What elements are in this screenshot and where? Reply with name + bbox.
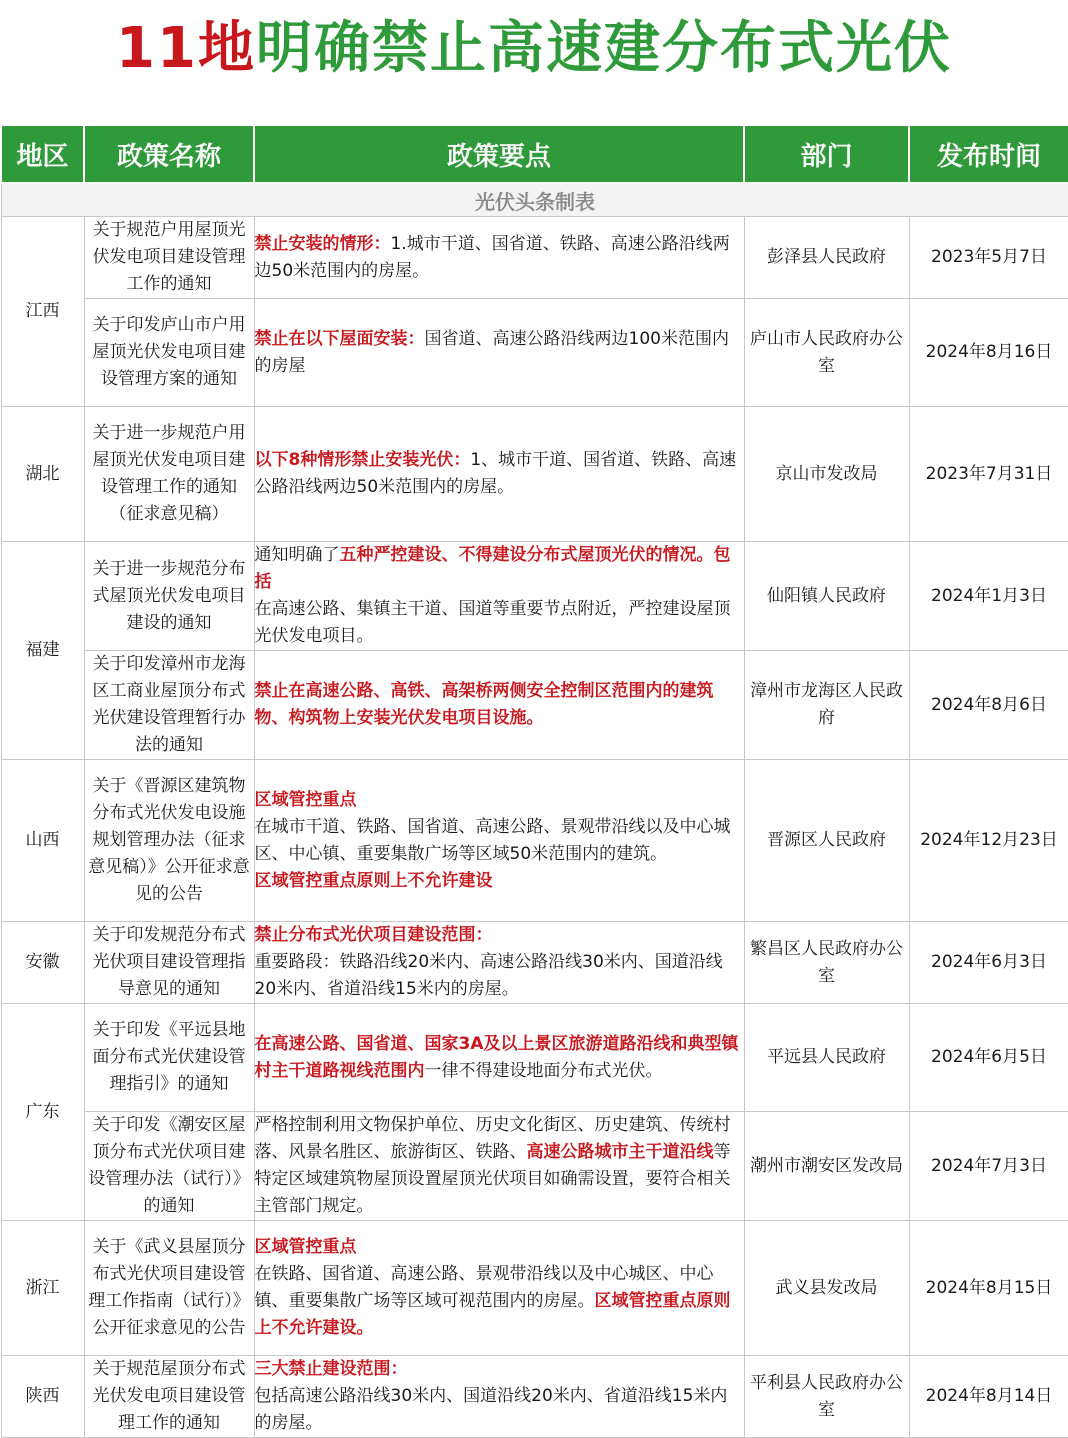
policy-point-highlight: 区域管控重点原则上不允许建设。 (254, 1291, 731, 1338)
policy-point-highlight: 高速公路城市主干道沿线 (526, 1142, 714, 1162)
policy-point-highlight: 禁止在高速公路、高铁、高架桥两侧安全控制区范围内的建筑物、构筑物上安装光伏发电项目设施。 (254, 681, 714, 728)
date-cell: 2024年1月3日 (909, 542, 1068, 651)
policy-points-cell (254, 1221, 744, 1356)
department-cell: 庐山市人民政府办公室 (744, 299, 909, 407)
policy-point-text: 1.城市干道、国省道、铁路、高速公路沿线两边50米范围内的房屋。 (254, 233, 730, 281)
header-policy-name: 政策名称 (84, 125, 254, 183)
department-cell: 武义县发改局 (744, 1221, 909, 1356)
policy-points-cell (254, 217, 744, 299)
policy-point-highlight: 以下8种情形禁止安装光伏： (254, 450, 471, 470)
policy-name-cell: 关于《武义县屋顶分布式光伏项目建设管理工作指南（试行）》公开征求意见的公告 (84, 1221, 254, 1356)
date-cell: 2024年8月6日 (909, 651, 1068, 760)
policy-points-cell (254, 407, 744, 542)
table-row (1, 1356, 1068, 1438)
policy-point-text: 重要路段：铁路沿线20米内、高速公路沿线30米内、国道沿线20米内、省道沿线15米内的房屋。 (254, 952, 723, 999)
policy-point-text: 在高速公路、集镇主干道、国道等重要节点附近，严控建设屋顶光伏发电项目。 (254, 599, 731, 646)
date-cell: 2024年12月23日 (909, 760, 1068, 922)
policy-points-cell (254, 651, 744, 760)
policy-points-cell (254, 299, 744, 407)
policy-points-cell (254, 922, 744, 1004)
date-cell: 2024年8月16日 (909, 299, 1068, 407)
table-row (1, 299, 1068, 407)
table-row (1, 1221, 1068, 1356)
table-row (1, 922, 1068, 1004)
region-cell: 山西 (1, 760, 84, 922)
policy-points-cell (254, 760, 744, 922)
title-text: 明确禁止高速建分布式光伏 (255, 16, 952, 81)
table-row (1, 1112, 1068, 1221)
policy-point-highlight: 区域管控重点 (254, 1237, 357, 1257)
subtitle-row (1, 183, 1068, 217)
policy-point-text: 一律不得建设地面分布式光伏。 (424, 1060, 663, 1081)
date-cell: 2024年7月3日 (909, 1112, 1068, 1221)
policy-point-text: 通知明确了 (254, 545, 340, 565)
policy-point-highlight: 区域管控重点原则上不允许建设 (254, 870, 493, 891)
policy-name-cell: 关于规范屋顶分布式光伏发电项目建设管理工作的通知 (84, 1356, 254, 1438)
department-cell: 平远县人民政府 (744, 1004, 909, 1112)
department-cell: 漳州市龙海区人民政府 (744, 651, 909, 760)
department-cell: 繁昌区人民政府办公室 (744, 922, 909, 1004)
policy-points-cell (254, 1112, 744, 1221)
policy-point-highlight: 禁止分布式光伏项目建设范围： (254, 925, 493, 945)
region-cell: 安徽 (1, 922, 84, 1004)
policy-name-cell: 关于印发庐山市户用屋顶光伏发电项目建设管理方案的通知 (84, 299, 254, 407)
table-row (1, 542, 1068, 651)
policy-points-cell (254, 1356, 744, 1438)
department-cell: 京山市发改局 (744, 407, 909, 542)
header-row (1, 125, 1068, 183)
policy-name-cell: 关于进一步规范户用屋顶光伏发电项目建设管理工作的通知（征求意见稿） (84, 407, 254, 542)
policy-name-cell: 关于规范户用屋顶光伏发电项目建设管理工作的通知 (84, 217, 254, 299)
header-policy-points: 政策要点 (254, 125, 744, 183)
header-date: 发布时间 (909, 125, 1068, 183)
date-cell: 2023年7月31日 (909, 407, 1068, 542)
region-cell: 陕西 (1, 1356, 84, 1438)
header-department: 部门 (744, 125, 909, 183)
table-row (1, 407, 1068, 542)
policy-name-cell: 关于进一步规范分布式屋顶光伏发电项目建设的通知 (84, 542, 254, 651)
policy-name-cell: 关于印发规范分布式光伏项目建设管理指导意见的通知 (84, 922, 254, 1004)
policy-name-cell: 关于印发《潮安区屋顶分布式光伏项目建设管理办法（试行）》的通知 (84, 1112, 254, 1221)
policy-point-text: 在城市干道、铁路、国省道、高速公路、景观带沿线以及中心城区、中心镇、重要集散广场等区域50米范围内的建筑。 (254, 816, 731, 864)
region-cell: 广东 (1, 1004, 84, 1221)
policy-point-text: 等特定区域建筑物屋顶设置屋顶光伏项目如确需设置，要符合相关主管部门规定。 (254, 1142, 731, 1216)
policy-point-highlight: 三大禁止建设范围： (254, 1359, 408, 1379)
policy-point-text: 在铁路、国省道、高速公路、景观带沿线以及中心城区、中心镇、重要集散广场等区域可视范围内的房屋。 (254, 1264, 714, 1311)
policy-name-cell: 关于印发《平远县地面分布式光伏建设管理指引》的通知 (84, 1004, 254, 1112)
date-cell: 2024年6月5日 (909, 1004, 1068, 1112)
policy-points-cell (254, 1004, 744, 1112)
department-cell: 仙阳镇人民政府 (744, 542, 909, 651)
region-cell: 福建 (1, 542, 84, 760)
page-title (0, 4, 1068, 94)
policy-table (0, 124, 1068, 1438)
policy-name-cell: 关于《晋源区建筑物分布式光伏发电设施规划管理办法（征求意见稿）》公开征求意见的公告 (84, 760, 254, 922)
department-cell: 潮州市潮安区发改局 (744, 1112, 909, 1221)
policy-point-highlight: 区域管控重点 (254, 789, 357, 810)
department-cell: 彭泽县人民政府 (744, 217, 909, 299)
date-cell: 2024年8月15日 (909, 1221, 1068, 1356)
title-count: 11地 (116, 16, 256, 81)
date-cell: 2024年8月14日 (909, 1356, 1068, 1438)
policy-point-highlight: 五种严控建设、不得建设分布式屋顶光伏的情况。包括 (254, 545, 731, 592)
table-row (1, 1004, 1068, 1112)
policy-point-highlight: 在高速公路、国省道、国家3A及以上景区旅游道路沿线和典型镇村主干道路视线范围内 (254, 1033, 739, 1081)
policy-point-text: 国省道、高速公路沿线两边100米范围内的房屋 (254, 328, 729, 376)
header-region: 地区 (1, 125, 84, 183)
policy-point-text: 严格控制利用文物保护单位、历史文化街区、历史建筑、传统村落、风景名胜区、旅游街区、铁路、 (254, 1115, 731, 1162)
table-subtitle: 光伏头条制表 (1, 183, 1068, 217)
department-cell: 平利县人民政府办公室 (744, 1356, 909, 1438)
policy-point-text: 1、城市干道、国省道、铁路、高速公路沿线两边50米范围内的房屋。 (254, 450, 737, 497)
table-row (1, 651, 1068, 760)
policy-point-text: 包括高速公路沿线30米内、国道沿线20米内、省道沿线15米内的房屋。 (254, 1386, 728, 1433)
date-cell: 2023年5月7日 (909, 217, 1068, 299)
policy-point-highlight: 禁止在以下屋面安装： (254, 328, 425, 349)
date-cell: 2024年6月3日 (909, 922, 1068, 1004)
region-cell: 湖北 (1, 407, 84, 542)
region-cell: 江西 (1, 217, 84, 407)
table-row (1, 760, 1068, 922)
policy-point-highlight: 禁止安装的情形： (254, 233, 391, 254)
policy-points-cell (254, 542, 744, 651)
policy-name-cell: 关于印发漳州市龙海区工商业屋顶分布式光伏建设管理暂行办法的通知 (84, 651, 254, 760)
table-row (1, 217, 1068, 299)
region-cell: 浙江 (1, 1221, 84, 1356)
department-cell: 晋源区人民政府 (744, 760, 909, 922)
